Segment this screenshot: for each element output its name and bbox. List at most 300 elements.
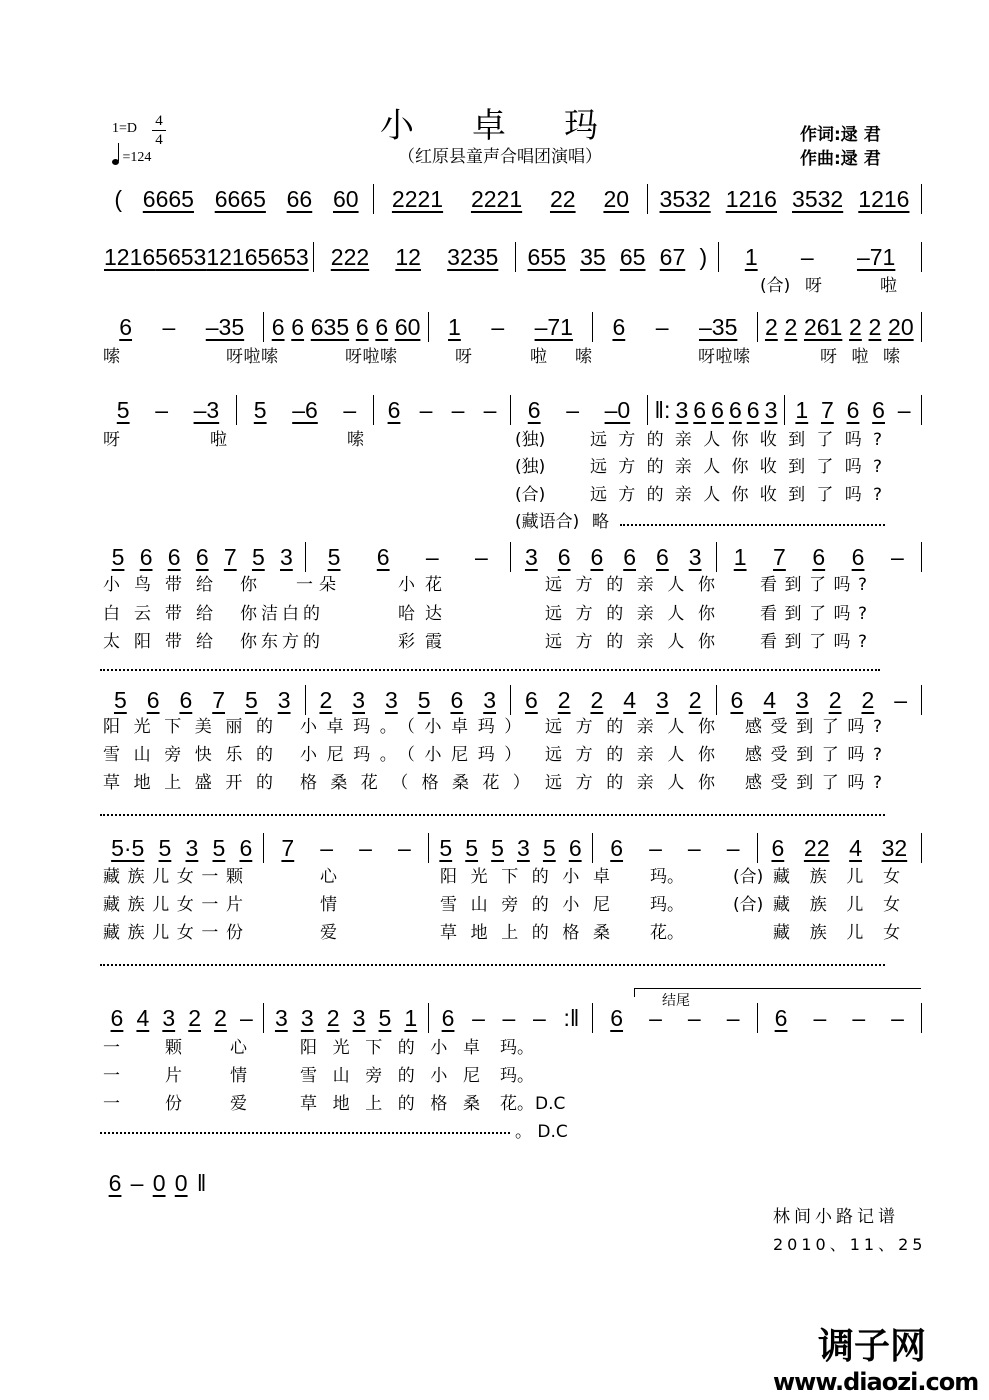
note: 6 [568, 834, 582, 861]
dotted-line [100, 962, 885, 966]
note: 6 [119, 313, 133, 340]
note: 7 [212, 686, 226, 713]
note: 6 [655, 543, 669, 570]
note: 0 [174, 1169, 188, 1196]
subtitle: （红原县童声合唱团演唱） [398, 147, 602, 167]
dotted-line [620, 522, 885, 526]
note: 6 [774, 1004, 788, 1031]
score-line [100, 833, 922, 863]
lyric-text: 远方的亲人你收到了吗? [590, 485, 894, 505]
lyric-text: 嗦 [575, 347, 592, 367]
lyric-text: 花。 [500, 1094, 534, 1114]
lyric-text: 远方的亲人你 [545, 604, 729, 624]
lyric-text: 感受到了吗? [745, 773, 891, 793]
note: 5 [244, 686, 258, 713]
lyric-text: 呀 [103, 430, 120, 450]
note: 6 [872, 396, 885, 423]
note: 3 [524, 543, 538, 570]
lyric-text: 嗦 [347, 430, 364, 450]
note: 2 [784, 313, 798, 340]
lyric-text: 藏族儿女一份 [103, 923, 251, 943]
lyric-text: 格桑花（格桑花） [300, 773, 544, 793]
lyric-text: (合) [733, 895, 764, 915]
note: – [472, 1004, 485, 1031]
note: 3 [655, 686, 669, 713]
measure [237, 395, 374, 425]
lyric-text: 藏族儿女 [773, 923, 920, 943]
note: – [320, 834, 334, 861]
note: – [483, 396, 497, 423]
note: 67 [659, 243, 686, 270]
note: 3 [352, 686, 366, 713]
note: 6 [730, 686, 744, 713]
note: – [419, 396, 433, 423]
note: – [897, 396, 911, 423]
lyric-text: 雪山旁的小尼 [300, 1066, 496, 1086]
note: ) [699, 243, 708, 270]
note: 2 [688, 686, 702, 713]
note: 6 [812, 543, 826, 570]
measure [717, 685, 923, 715]
note: – [155, 396, 168, 423]
note: 0 [152, 1169, 166, 1196]
note: 6 [728, 396, 742, 423]
lyric-text: 略 [592, 512, 609, 532]
measure [511, 395, 648, 425]
note: 3 [517, 834, 530, 861]
measure [648, 395, 785, 425]
note: ‖ [196, 1169, 207, 1196]
note: 6 [376, 543, 390, 570]
note: 7 [223, 543, 237, 570]
coda-label: 结尾 [662, 993, 690, 1009]
lyric-text: 心 [230, 1038, 247, 1058]
note: 3532 [659, 185, 711, 212]
lyric-text: 阳光下美丽的 [103, 717, 287, 737]
lyric-text: 呀啦嗦 [345, 347, 398, 367]
note: 7 [820, 396, 834, 423]
lyric-text: 嗦 [103, 347, 120, 367]
lyric-text: 看到了吗? [760, 575, 875, 595]
lyric-text: 小卓玛。（小卓玛） [300, 717, 531, 737]
note: –3 [193, 396, 220, 423]
measure [264, 312, 428, 342]
key-signature: 1=D [112, 121, 138, 136]
note: ( [114, 185, 123, 212]
note: 5 [465, 834, 479, 861]
note: 6 [771, 834, 785, 861]
score-line [100, 685, 922, 715]
note: – [813, 1004, 827, 1031]
lyric-text: (合) [733, 867, 764, 887]
lyric-text: 小鸟带给 [103, 575, 227, 595]
note: 5653 [155, 243, 207, 270]
note: 2 [188, 1004, 202, 1031]
note: 3 [185, 834, 199, 861]
note: 5 [439, 834, 453, 861]
measure [758, 1003, 922, 1033]
meter-line [152, 130, 166, 131]
measure [374, 395, 511, 425]
lyric-text: 片 [165, 1066, 182, 1086]
note: 6 [610, 834, 624, 861]
note: 3 [280, 543, 293, 570]
measure [314, 242, 517, 272]
note: 6 [179, 686, 193, 713]
tempo-value: =124 [122, 150, 152, 165]
note: 655 [527, 243, 566, 270]
page-title: 小卓玛 [380, 106, 656, 146]
lyric-text: 看到了吗? [760, 604, 875, 624]
note: – [891, 1004, 904, 1031]
measure [719, 242, 922, 272]
note: 3 [162, 1004, 176, 1031]
note: 2221 [470, 185, 523, 212]
transcriber: 林间小路记谱 [773, 1207, 899, 1227]
note: 5 [251, 543, 265, 570]
time-signature [152, 112, 166, 149]
lyric-text: 啦 [880, 276, 897, 296]
note: 6 [239, 834, 253, 861]
note: – [890, 543, 904, 570]
note: :‖ [563, 1004, 580, 1031]
measure [758, 312, 922, 342]
note: – [130, 1169, 144, 1196]
lyric-text: 远方的亲人你收到了吗? [590, 457, 894, 477]
lyric-text: 啦 [530, 347, 547, 367]
note: 1216 [206, 243, 258, 270]
lyric-text: 呀啦嗦 [698, 347, 751, 367]
note: – [655, 313, 669, 340]
note: 2 [828, 686, 842, 713]
note: 5 [111, 543, 125, 570]
note: – [726, 1004, 740, 1031]
note: 1216 [858, 185, 910, 212]
composer: 作曲:逯 君 [800, 149, 881, 169]
note: 6 [693, 396, 707, 423]
note: 6 [108, 1169, 122, 1196]
tempo-marking [112, 150, 151, 166]
note: 22 [549, 185, 576, 212]
note: – [649, 1004, 662, 1031]
lyric-text: 小尼玛。（小尼玛） [300, 745, 531, 765]
dotted-line [100, 1130, 510, 1134]
note: 6 [387, 396, 401, 423]
note: – [687, 1004, 701, 1031]
note: 1 [744, 243, 758, 270]
lyric-text: 草地上盛开的 [103, 773, 287, 793]
note: 6 [146, 686, 160, 713]
lyric-text: 草地上的格桑 [440, 923, 624, 943]
note: 3 [688, 543, 702, 570]
score-line [100, 1168, 215, 1198]
note: 2 [214, 1004, 227, 1031]
lyric-text: 玛。 [500, 1066, 534, 1086]
lyric-text: 一朵 [296, 575, 342, 595]
note: 3 [483, 686, 497, 713]
note: 6 [139, 543, 153, 570]
note: 5 [113, 686, 127, 713]
note: 3532 [792, 185, 844, 212]
note: 2 [319, 686, 333, 713]
score-line [100, 395, 922, 425]
lyric-text: 玛。 [650, 895, 684, 915]
note: 5 [542, 834, 556, 861]
lyric-text: 阳光下的小卓 [300, 1038, 496, 1058]
lyric-text: 一 [103, 1094, 120, 1114]
measure [511, 685, 717, 715]
note: – [359, 834, 372, 861]
lyric-text: 玛。 [650, 867, 684, 887]
note: 65 [619, 243, 646, 270]
measure [100, 1003, 264, 1033]
lyric-text: 呀啦嗦 [226, 347, 279, 367]
lyric-text: 藏族儿女一片 [103, 895, 251, 915]
note: 2 [326, 1004, 340, 1031]
note: –71 [534, 313, 573, 340]
note: 5 [327, 543, 341, 570]
lyric-text: 白云带给 [103, 604, 227, 624]
note: 3 [764, 396, 778, 423]
score-line [100, 542, 922, 572]
site-url: www.diaozi.com [773, 1368, 979, 1396]
note: 66 [286, 185, 313, 212]
note: 35 [580, 243, 606, 270]
note: 1 [404, 1004, 418, 1031]
note: – [852, 1004, 866, 1031]
lyric-text: 呀啦嗦 [820, 347, 915, 367]
note: 1216 [725, 185, 777, 212]
measure [429, 1003, 593, 1033]
note: 6 [746, 396, 760, 423]
lyric-text: 花。 [650, 923, 684, 943]
measure [100, 542, 306, 572]
note: – [425, 543, 439, 570]
score-line [100, 184, 922, 214]
note: 4 [763, 686, 777, 713]
measure [100, 1168, 215, 1198]
note: 7 [281, 834, 295, 861]
note: 4 [849, 834, 862, 861]
note: 5 [378, 1004, 392, 1031]
coda-bracket [634, 988, 921, 997]
lyric-text: 玛。 [500, 1038, 534, 1058]
measure [516, 242, 719, 272]
note: ‖: [654, 396, 671, 423]
note: 3 [277, 686, 291, 713]
note: 5·5 [111, 834, 145, 861]
note: 5 [253, 396, 267, 423]
dotted-line [100, 812, 885, 816]
meter-bottom: 4 [155, 132, 163, 148]
note: – [397, 834, 411, 861]
lyric-text: 心 [320, 867, 337, 887]
note: 6 [527, 396, 541, 423]
meter-top: 4 [155, 113, 163, 129]
note: 3 [274, 1004, 288, 1031]
lyric-text: 啦 [210, 430, 227, 450]
note: 6 [450, 686, 464, 713]
measure [306, 685, 512, 715]
lyric-text: 呀 [455, 347, 472, 367]
note: – [343, 396, 357, 423]
lyric-text: (独) [515, 430, 546, 450]
note: 6 [612, 313, 626, 340]
note: 7 [773, 543, 786, 570]
note: 1 [733, 543, 747, 570]
note: 1 [448, 313, 461, 340]
date: 2010、11、25 [773, 1235, 927, 1254]
lyric-text: 情 [230, 1066, 247, 1086]
note: 6 [590, 543, 604, 570]
lyric-text: 看到了吗? [760, 632, 875, 652]
lyric-text: 远方的亲人你 [545, 745, 729, 765]
note: 1 [795, 396, 809, 423]
note: 5 [116, 396, 130, 423]
measure [100, 184, 374, 214]
note: 60 [394, 313, 421, 340]
lyric-text: 爱 [230, 1094, 247, 1114]
note: 5 [491, 834, 504, 861]
note: 5653 [257, 243, 309, 270]
note: 2 [590, 686, 604, 713]
score-line [100, 312, 922, 342]
lyric-text: 藏族儿女 [773, 895, 920, 915]
lyric-text: (独) [515, 457, 546, 477]
lyric-text: 藏族儿女一颗 [103, 867, 251, 887]
measure [100, 833, 264, 863]
note: 6 [195, 543, 209, 570]
note: 20 [888, 313, 914, 340]
note: 20 [603, 185, 630, 212]
lyric-text: 太阳带给 [103, 632, 227, 652]
note: 222 [330, 243, 370, 270]
lyric-text: 你东方的 [240, 632, 324, 652]
lyric-text: 雪山旁快乐的 [103, 745, 287, 765]
note: 6665 [214, 185, 266, 212]
note: 6 [711, 396, 724, 423]
lyric-text: 远方的亲人你收到了吗? [590, 430, 894, 450]
lyric-text: 颗 [165, 1038, 182, 1058]
note: 6 [557, 543, 571, 570]
lyric-text: 远方的亲人你 [545, 773, 729, 793]
note: 3 [352, 1004, 366, 1031]
note: –35 [698, 313, 738, 340]
lyric-text: 远方的亲人你 [545, 632, 729, 652]
measure [429, 833, 593, 863]
note: 2 [849, 313, 862, 340]
lyricist: 作词:逯 君 [800, 125, 881, 145]
lyric-text: 藏族儿女 [773, 867, 920, 887]
measure [100, 312, 264, 342]
note: –35 [205, 313, 245, 340]
note: 3 [795, 686, 809, 713]
lyric-text: 彩霞 [398, 632, 452, 652]
note: –6 [292, 396, 318, 423]
measure [785, 395, 922, 425]
score-line [100, 1003, 922, 1033]
lyric-text: 远方的亲人你 [545, 717, 729, 737]
measure [593, 833, 757, 863]
note: 22 [803, 834, 830, 861]
lyric-text: 爱 [320, 923, 337, 943]
measure [100, 685, 306, 715]
note: 5 [212, 834, 226, 861]
note: – [800, 243, 814, 270]
note: 3 [300, 1004, 314, 1031]
note: – [533, 1004, 546, 1031]
note: 4 [136, 1004, 150, 1031]
note: 6 [375, 313, 389, 340]
measure [593, 312, 757, 342]
note: – [475, 543, 488, 570]
note: 6 [355, 313, 369, 340]
note: 6 [623, 543, 637, 570]
note: 261 [803, 313, 843, 340]
measure [264, 1003, 428, 1033]
note: –71 [856, 243, 896, 270]
lyric-text: 情 [320, 895, 337, 915]
note: 6 [167, 543, 181, 570]
lyric-text: 阳光下的小卓 [440, 867, 624, 887]
note: – [894, 686, 908, 713]
lyric-text: 感受到了吗? [745, 745, 891, 765]
score-line [100, 242, 922, 272]
lyric-text: 远方的亲人你 [545, 575, 729, 595]
note: 60 [332, 185, 359, 212]
note: – [566, 396, 579, 423]
lyric-text: 哈达 [398, 604, 452, 624]
note: 6 [441, 1004, 455, 1031]
note: 4 [623, 686, 637, 713]
lyric-text: 一 [103, 1038, 120, 1058]
note: 6 [851, 543, 865, 570]
measure [264, 833, 428, 863]
measure [306, 542, 512, 572]
note: 2221 [391, 185, 444, 212]
note: 2 [764, 313, 778, 340]
note: –0 [604, 396, 631, 423]
lyric-text: 呀 [805, 276, 822, 296]
measure [758, 833, 922, 863]
note: 6 [110, 1004, 124, 1031]
lyric-text: 感受到了吗? [745, 717, 891, 737]
note: – [649, 834, 662, 861]
measure [100, 242, 314, 272]
note: 6 [610, 1004, 624, 1031]
measure [717, 542, 923, 572]
note: 6 [846, 396, 860, 423]
lyric-text: 一 [103, 1066, 120, 1086]
dotted-line [100, 667, 880, 671]
note: – [687, 834, 701, 861]
measure [374, 184, 648, 214]
note: – [451, 396, 465, 423]
measure [511, 542, 717, 572]
lyric-text: D.C [535, 1094, 566, 1114]
note: 6 [524, 686, 538, 713]
note: 3 [384, 686, 398, 713]
note: 635 [310, 313, 350, 340]
note: – [502, 1004, 516, 1031]
note: 5 [417, 686, 431, 713]
note: 3 [675, 396, 689, 423]
note: 5 [158, 834, 172, 861]
measure [648, 184, 922, 214]
note: 32 [881, 834, 908, 861]
lyric-text: 雪山旁的小尼 [440, 895, 624, 915]
lyric-text: (藏语合) [515, 512, 580, 532]
